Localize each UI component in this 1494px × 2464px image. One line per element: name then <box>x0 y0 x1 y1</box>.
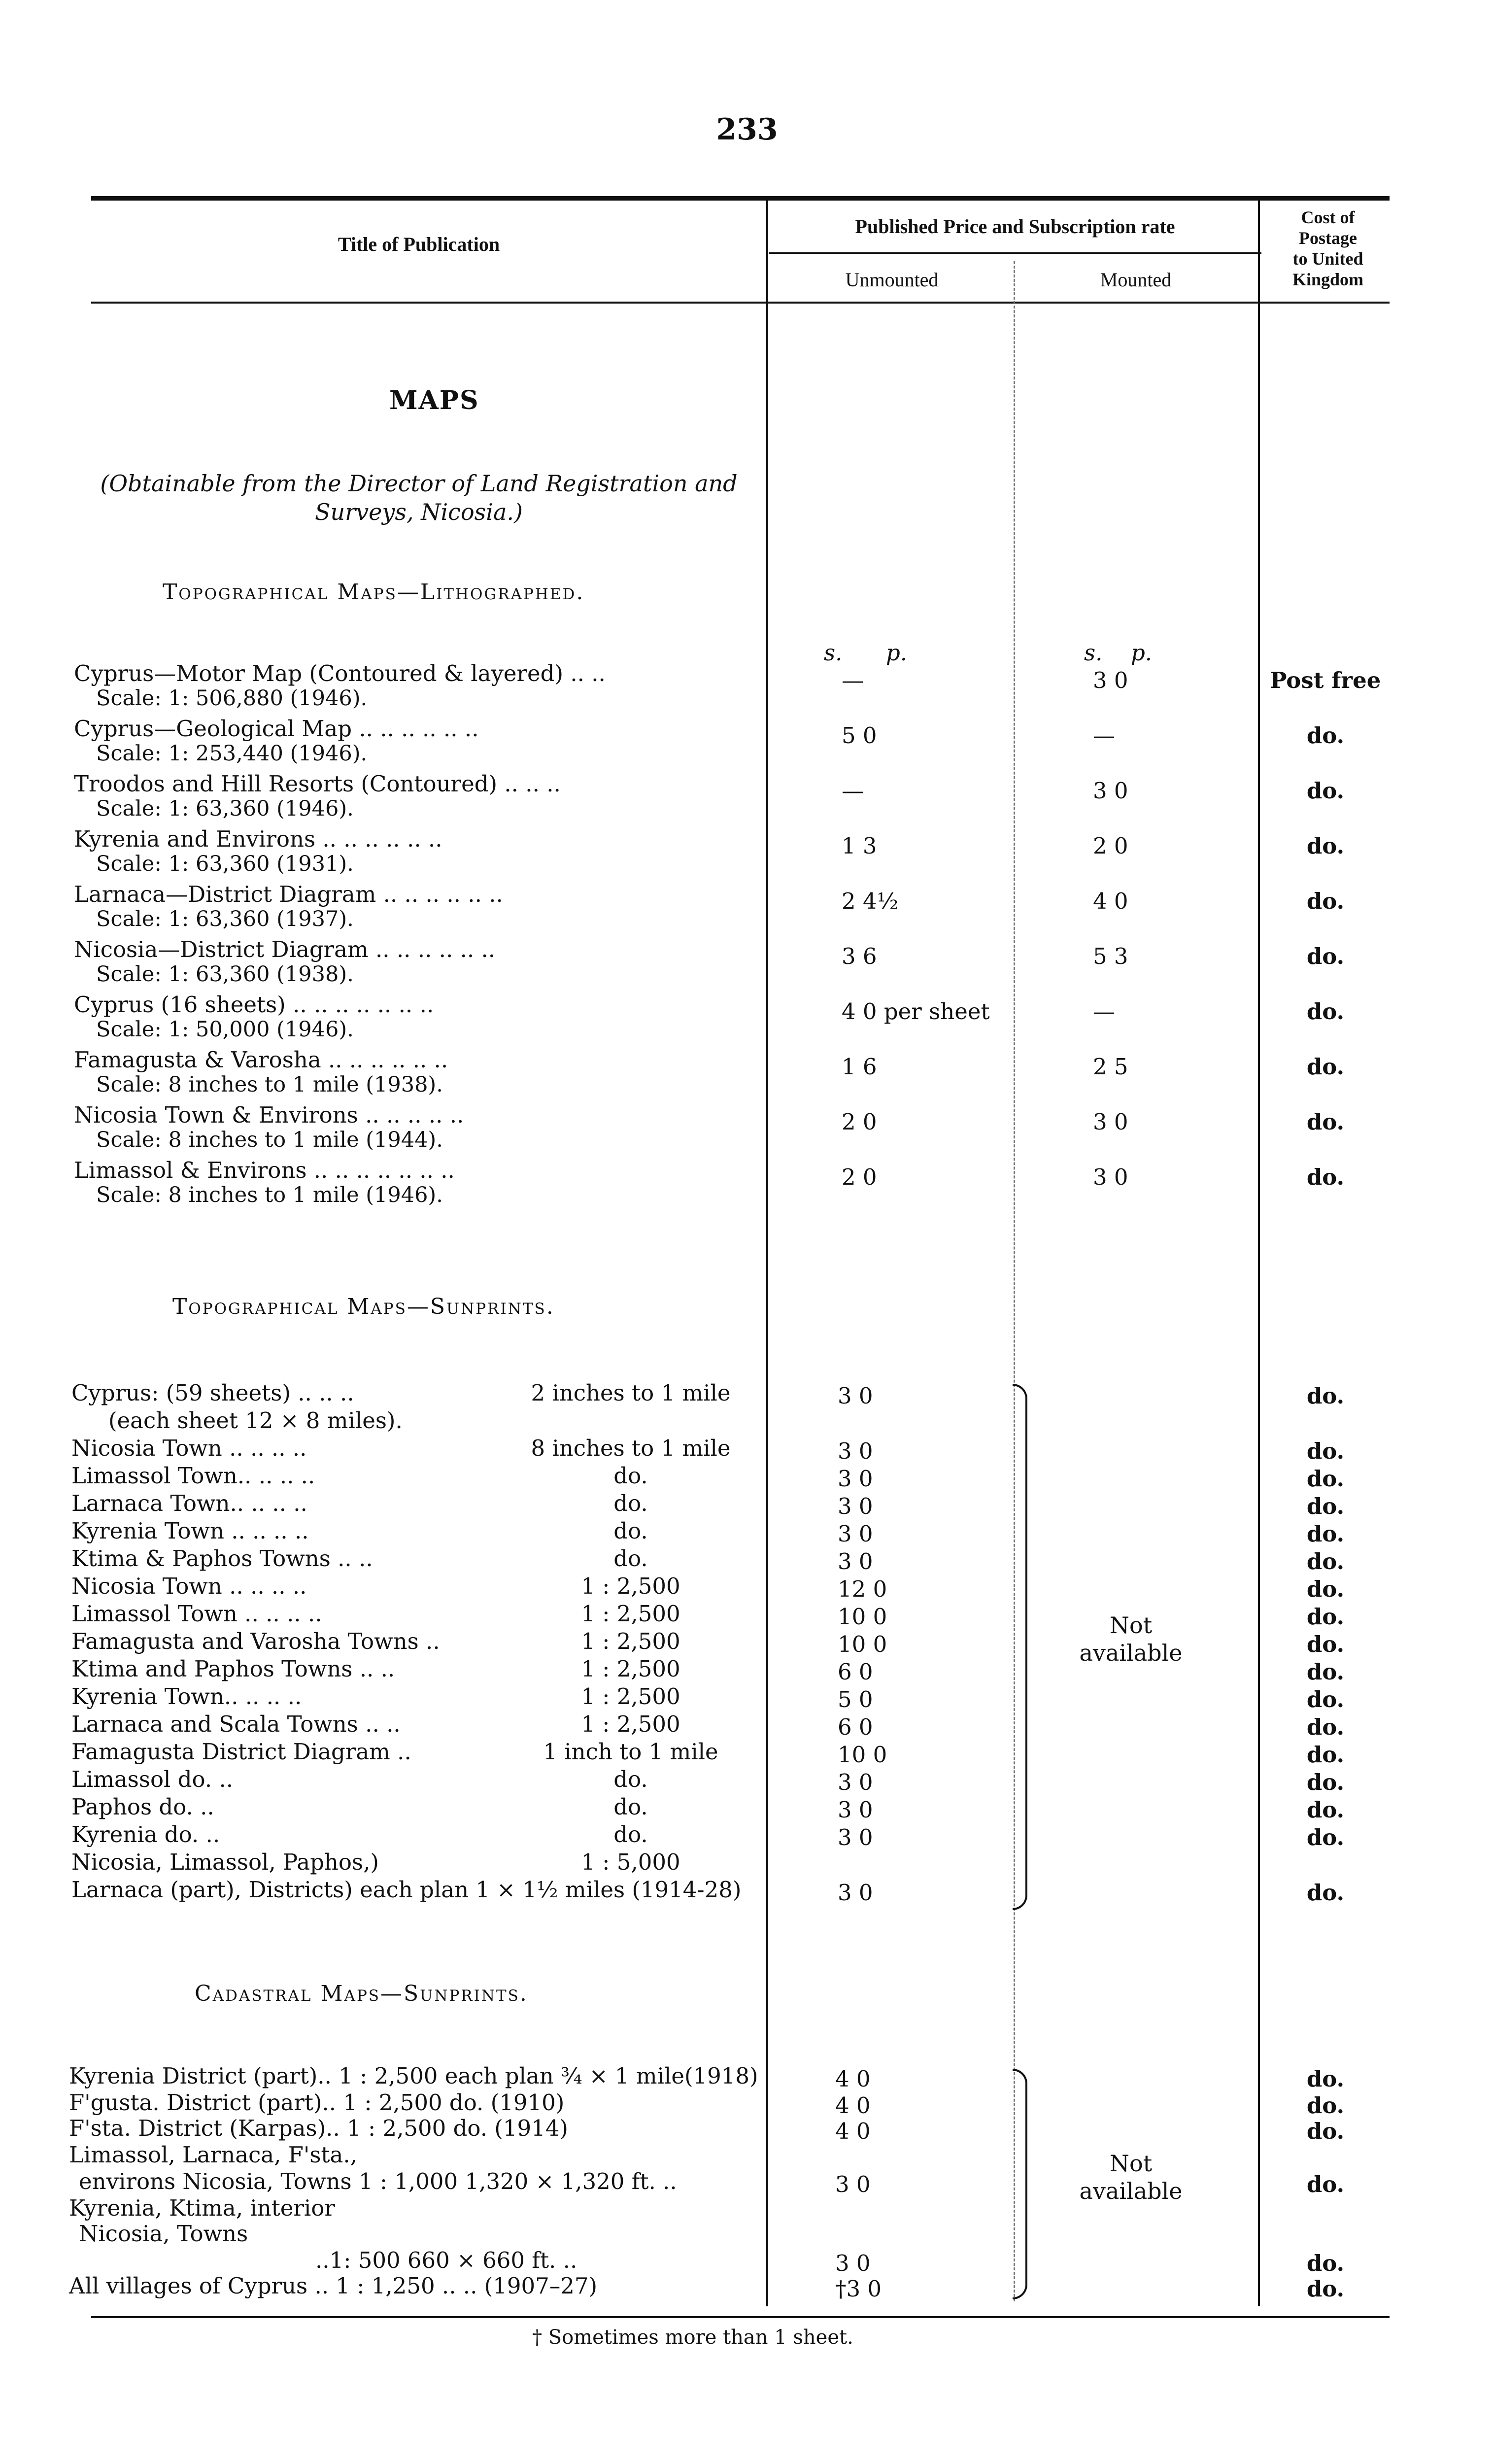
map-title: Kyrenia and Environs .. .. .. .. .. .. <box>74 826 442 852</box>
mounted-price: 3 0 <box>1093 1164 1128 1190</box>
map-title: Ktima & Paphos Towns .. .. <box>71 1545 373 1572</box>
map-scale: Scale: 1: 50,000 (1946). <box>96 1017 354 1042</box>
map-scale: 1 : 2,500 <box>581 1601 680 1627</box>
footnote: † Sometimes more than 1 sheet. <box>532 2326 853 2349</box>
map-title: Larnaca and Scala Towns .. .. <box>71 1711 401 1737</box>
postage-cost: do. <box>1306 2092 1345 2119</box>
map-title: Ktima and Paphos Towns .. .. <box>71 1656 395 1682</box>
postage-cost: do. <box>1306 1824 1345 1850</box>
unmounted-price: 10 0 <box>838 1742 887 1768</box>
unmounted-price: 1 3 <box>842 833 877 859</box>
map-scale: 1 : 2,500 <box>581 1711 680 1737</box>
unmounted-price: 2 4½ <box>842 888 899 914</box>
postage-cost: do. <box>1306 1742 1345 1768</box>
map-title: Nicosia Town .. .. .. .. <box>71 1573 307 1599</box>
postage-cost: do. <box>1306 1054 1345 1080</box>
mounted-price: 3 0 <box>1093 667 1128 693</box>
mounted-price: — <box>1093 722 1115 749</box>
postage-cost: do. <box>1306 1438 1345 1464</box>
map-scale: do. <box>613 1794 648 1820</box>
map-scale: 1 : 2,500 <box>581 1628 680 1654</box>
map-title: Larnaca—District Diagram .. .. .. .. .. .. <box>74 881 503 907</box>
unmounted-price: 4 0 per sheet <box>842 998 990 1025</box>
postage-cost: do. <box>1306 2171 1345 2197</box>
not-available-brace-2 <box>1013 2069 1027 2299</box>
mounted-pence-label: p. <box>1131 640 1153 666</box>
not-available-line: Not <box>1109 2150 1153 2177</box>
column-divider-title <box>766 197 768 2306</box>
map-title: Famagusta and Varosha Towns .. <box>71 1628 440 1654</box>
unmounted-price: — <box>842 778 864 804</box>
not-available-line: available <box>1079 2178 1183 2204</box>
postage-cost: do. <box>1306 1383 1345 1409</box>
header-price: Published Price and Subscription rate <box>855 215 1175 238</box>
map-title: Cyprus: (59 sheets) .. .. .. <box>71 1380 354 1406</box>
unmounted-pence-label: p. <box>886 640 908 666</box>
unmounted-price: 5 0 <box>842 722 877 749</box>
unmounted-price: 3 0 <box>838 1797 873 1823</box>
postage-cost: do. <box>1306 833 1345 859</box>
map-title: F'gusta. District (part).. 1 : 2,500 do. (1910) <box>69 2089 565 2116</box>
mounted-price: — <box>1093 998 1115 1025</box>
map-title: Limassol, Larnaca, F'sta., <box>69 2142 357 2168</box>
map-scale: 1 : 2,500 <box>581 1656 680 1682</box>
map-scale: Scale: 8 inches to 1 mile (1938). <box>96 1072 443 1097</box>
map-scale: do. <box>613 1545 648 1572</box>
postage-cost: do. <box>1306 1548 1345 1574</box>
unmounted-price: 3 0 <box>838 1880 873 1906</box>
header-top-rule <box>91 196 1390 201</box>
postage-cost: do. <box>1306 1521 1345 1547</box>
unmounted-price: 2 0 <box>842 1109 877 1135</box>
map-scale: 1 : 2,500 <box>581 1573 680 1599</box>
map-title: Kyrenia do. .. <box>71 1821 220 1848</box>
map-title: Paphos do. .. <box>71 1794 214 1820</box>
page-number: 233 <box>716 112 778 147</box>
postage-cost: do. <box>1306 722 1345 749</box>
unmounted-price: 4 0 <box>835 2092 871 2119</box>
map-scale: Scale: 1: 253,440 (1946). <box>96 741 368 766</box>
mounted-price: 4 0 <box>1093 888 1128 914</box>
header-mounted: Mounted <box>1100 269 1172 291</box>
map-title: Kyrenia Town.. .. .. .. <box>71 1683 302 1710</box>
unmounted-price: 3 6 <box>842 943 877 969</box>
unmounted-price: 3 0 <box>835 2171 871 2197</box>
map-title: Limassol do. .. <box>71 1766 234 1792</box>
postage-cost: do. <box>1306 2066 1345 2092</box>
map-scale: 1 : 2,500 <box>581 1683 680 1710</box>
map-title: Larnaca Town.. .. .. .. <box>71 1490 307 1516</box>
map-title: Nicosia, Towns <box>79 2221 248 2247</box>
map-title: Limassol Town .. .. .. .. <box>71 1601 322 1627</box>
postage-line: Postage <box>1299 228 1357 248</box>
postage-cost: do. <box>1306 1164 1345 1190</box>
column-divider-mounted <box>1014 261 1015 2301</box>
postage-cost: Post free <box>1270 667 1381 693</box>
postage-cost: do. <box>1306 1631 1345 1657</box>
postage-line: to United <box>1292 249 1363 269</box>
postage-cost: do. <box>1306 2250 1345 2276</box>
unmounted-price: 3 0 <box>838 1548 873 1574</box>
map-title: Nicosia Town .. .. .. .. <box>71 1435 307 1461</box>
unmounted-price: 12 0 <box>838 1576 887 1602</box>
postage-cost: do. <box>1306 1493 1345 1519</box>
unmounted-price: 5 0 <box>838 1686 873 1712</box>
unmounted-price: 4 0 <box>835 2066 871 2092</box>
map-title: All villages of Cyprus .. 1 : 1,250 .. .. (1907–27) <box>69 2273 598 2299</box>
mounted-shillings-label: s. <box>1084 640 1103 666</box>
map-title: Limassol Town.. .. .. .. <box>71 1463 315 1489</box>
obtainable-note <box>89 469 749 526</box>
not-available-line: Not <box>1109 1612 1153 1639</box>
sunprints-heading: Topographical Maps—Sunprints. <box>172 1294 555 1319</box>
unmounted-price: 3 0 <box>838 1769 873 1795</box>
postage-cost: do. <box>1306 1797 1345 1823</box>
unmounted-price: 3 0 <box>838 1438 873 1464</box>
mounted-price: 5 3 <box>1093 943 1128 969</box>
map-scale: Scale: 1: 63,360 (1938). <box>96 962 354 987</box>
unmounted-price: 2 0 <box>842 1164 877 1190</box>
unmounted-price: 6 0 <box>838 1659 873 1685</box>
map-scale: Scale: 8 inches to 1 mile (1944). <box>96 1128 443 1152</box>
table-bottom-rule <box>91 2316 1390 2318</box>
obtainable-line-2: Surveys, Nicosia.) <box>315 499 523 525</box>
map-scale: 2 inches to 1 mile <box>531 1380 731 1406</box>
not-available-brace-1 <box>1013 1384 1027 1910</box>
map-title: Kyrenia Town .. .. .. .. <box>71 1518 309 1544</box>
map-title: Nicosia Town & Environs .. .. .. .. .. <box>74 1102 464 1128</box>
map-title: Limassol & Environs .. .. .. .. .. .. .. <box>74 1157 455 1183</box>
price-subrule <box>769 252 1261 254</box>
map-scale: 1 : 5,000 <box>581 1849 680 1875</box>
mounted-price: 2 5 <box>1093 1054 1128 1080</box>
unmounted-price: 6 0 <box>838 1714 873 1740</box>
postage-line: Kingdom <box>1292 270 1364 289</box>
mounted-price: 3 0 <box>1093 1109 1128 1135</box>
postage-cost: do. <box>1306 888 1345 914</box>
map-scale: do. <box>613 1463 648 1489</box>
unmounted-price: 10 0 <box>838 1631 887 1657</box>
mounted-price: 3 0 <box>1093 778 1128 804</box>
obtainable-line-1: (Obtainable from the Director of Land Registration and <box>100 470 738 497</box>
map-scale: do. <box>613 1490 648 1516</box>
maps-heading: MAPS <box>389 385 479 415</box>
postage-cost: do. <box>1306 2118 1345 2144</box>
unmounted-price: 3 0 <box>835 2250 871 2276</box>
header-title-of-publication: Title of Publication <box>338 233 500 255</box>
postage-cost: do. <box>1306 1604 1345 1630</box>
unmounted-price: 1 6 <box>842 1054 877 1080</box>
postage-cost: do. <box>1306 778 1345 804</box>
postage-cost: do. <box>1306 1686 1345 1712</box>
map-title: Kyrenia, Ktima, interior <box>69 2195 335 2221</box>
unmounted-price: — <box>842 667 864 693</box>
postage-cost: do. <box>1306 998 1345 1025</box>
cadastral-heading: Cadastral Maps—Sunprints. <box>195 1981 528 2006</box>
unmounted-price: 3 0 <box>838 1466 873 1492</box>
map-scale: Scale: 1: 63,360 (1931). <box>96 852 354 876</box>
mounted-price: 2 0 <box>1093 833 1128 859</box>
postage-cost: do. <box>1306 2276 1345 2302</box>
map-scale: 8 inches to 1 mile <box>531 1435 731 1461</box>
postage-cost: do. <box>1306 1576 1345 1602</box>
header-unmounted: Unmounted <box>845 269 939 291</box>
unmounted-price: 3 0 <box>838 1521 873 1547</box>
map-title: Troodos and Hill Resorts (Contoured) .. .. .. <box>74 771 561 797</box>
map-scale: Scale: 8 inches to 1 mile (1946). <box>96 1183 443 1207</box>
map-title: ..1: 500 660 × 660 ft. .. <box>315 2247 577 2273</box>
map-title: Cyprus—Geological Map .. .. .. .. .. .. <box>74 716 479 742</box>
map-title: Nicosia—District Diagram .. .. .. .. .. .. <box>74 936 496 962</box>
map-scale: do. <box>613 1518 648 1544</box>
map-scale: Scale: 1: 63,360 (1937). <box>96 907 354 931</box>
not-available-line: available <box>1079 1640 1183 1666</box>
map-title: Kyrenia District (part).. 1 : 2,500 each plan ¾ × 1 mile(1918) <box>69 2063 758 2089</box>
unmounted-price: 4 0 <box>835 2118 871 2144</box>
map-title: (each sheet 12 × 8 miles). <box>108 1407 403 1434</box>
unmounted-shillings-label: s. <box>824 640 843 666</box>
map-scale: Scale: 1: 506,880 (1946). <box>96 686 368 711</box>
unmounted-price: 3 0 <box>838 1824 873 1850</box>
postage-cost: do. <box>1306 943 1345 969</box>
map-scale: 1 inch to 1 mile <box>543 1739 718 1765</box>
map-title: Famagusta District Diagram .. <box>71 1739 411 1765</box>
unmounted-price: 3 0 <box>838 1383 873 1409</box>
map-title: Nicosia, Limassol, Paphos,) <box>71 1849 379 1875</box>
map-scale: do. <box>613 1821 648 1848</box>
map-scale: do. <box>613 1766 648 1792</box>
map-title: environs Nicosia, Towns 1 : 1,000 1,320 × 1,320 ft. .. <box>79 2168 677 2194</box>
map-title: Larnaca (part), Districts) each plan 1 × 1½ miles (1914-28) <box>71 1877 742 1903</box>
unmounted-price: †3 0 <box>835 2276 882 2302</box>
header-postage <box>1261 207 1394 290</box>
map-title: Cyprus—Motor Map (Contoured & layered) .. .. <box>74 660 606 686</box>
postage-cost: do. <box>1306 1714 1345 1740</box>
not-available-label-1 <box>1037 1611 1224 1667</box>
unmounted-price: 10 0 <box>838 1604 887 1630</box>
postage-line: Cost of <box>1301 207 1355 227</box>
postage-cost: do. <box>1306 1880 1345 1906</box>
postage-cost: do. <box>1306 1659 1345 1685</box>
litho-heading: Topographical Maps—Lithographed. <box>163 580 585 605</box>
postage-cost: do. <box>1306 1769 1345 1795</box>
postage-cost: do. <box>1306 1109 1345 1135</box>
header-bottom-rule <box>91 302 1390 304</box>
unmounted-price: 3 0 <box>838 1493 873 1519</box>
postage-cost: do. <box>1306 1466 1345 1492</box>
not-available-label-2 <box>1037 2150 1224 2205</box>
map-title: F'sta. District (Karpas).. 1 : 2,500 do. (1914) <box>69 2115 568 2141</box>
map-title: Cyprus (16 sheets) .. .. .. .. .. .. .. <box>74 992 434 1018</box>
column-divider-postage <box>1258 197 1260 2306</box>
map-title: Famagusta & Varosha .. .. .. .. .. .. <box>74 1047 448 1073</box>
map-scale: Scale: 1: 63,360 (1946). <box>96 796 354 821</box>
